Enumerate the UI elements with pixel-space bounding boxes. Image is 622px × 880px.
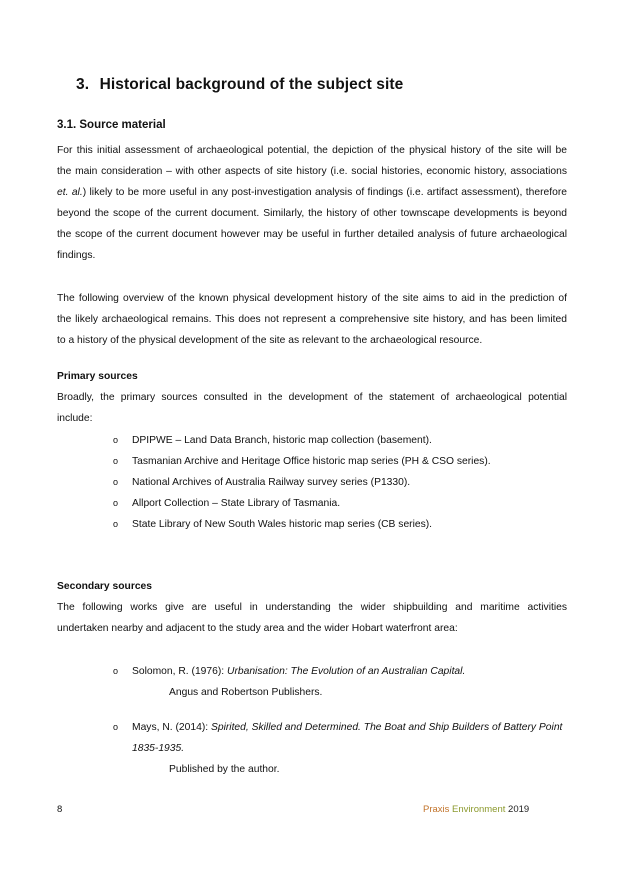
reference-item: [113, 717, 573, 780]
list-item-text: State Library of New South Wales historic map series (CB series).: [132, 519, 433, 530]
secondary-sources-heading: Secondary sources: [57, 581, 153, 592]
list-item: [113, 514, 573, 535]
paragraph-line: the likely archaeological remains. This does not represent a comprehensive site history, and has been limited: [57, 314, 567, 325]
paragraph-line: to a history of the physical development of the site as relevant to the archaeological resource.: [57, 335, 483, 346]
paragraph-line: The following works give are useful in understanding the wider shipbuilding and maritime activities: [57, 602, 567, 613]
paragraph-line: For this initial assessment of archaeological potential, the depiction of the physical history of the site will be: [57, 145, 567, 156]
paragraph-line: [57, 182, 567, 203]
bullet-icon: o: [113, 519, 119, 529]
list-item-text: DPIPWE – Land Data Branch, historic map collection (basement).: [132, 435, 432, 446]
paragraph-line: undertaken nearby and adjacent to the study area and the wider Hobart waterfront area:: [57, 623, 458, 634]
reference-title-cont: 1835-1935.: [132, 743, 185, 754]
primary-sources-intro: [57, 387, 567, 429]
bullet-icon: o: [113, 498, 119, 508]
reference-item: [113, 661, 573, 703]
bullet-icon: o: [113, 477, 119, 487]
paragraph-line: the main consideration – with other aspects of site history (i.e. social histories, economic history, associations: [57, 166, 567, 177]
paragraph-source-material: [57, 140, 567, 266]
list-item-text: National Archives of Australia Railway survey series (P1330).: [132, 477, 411, 488]
footer-year: 2019: [508, 804, 530, 815]
bullet-icon: o: [113, 722, 119, 732]
italic-text: et. al.: [57, 187, 83, 198]
list-item-text: Allport Collection – State Library of Tasmania.: [132, 498, 341, 509]
section-heading: [76, 76, 403, 94]
list-item: [113, 661, 573, 682]
primary-sources-heading: Primary sources: [57, 371, 138, 382]
primary-sources-list: [113, 430, 573, 535]
list-item-continuation: [113, 738, 573, 759]
paragraph-line: findings.: [57, 250, 96, 261]
reference-title: Spirited, Skilled and Determined. The Boat and Ship Builders of Battery Point: [210, 722, 563, 733]
reference-publisher: Published by the author.: [169, 764, 280, 775]
reference-author: Solomon, R. (1976):: [132, 666, 228, 677]
reference-title: Urbanisation: The Evolution of an Australian Capital.: [227, 666, 466, 677]
paragraph-line: include:: [57, 413, 93, 424]
list-item: [113, 717, 573, 738]
list-item: [113, 472, 573, 493]
brand-name-environment: Environment: [452, 804, 506, 815]
paragraph-text: ) likely to be more useful in any post-investigation analysis of findings (i.e. artifact assessment), therefore: [82, 187, 568, 198]
reference-publisher: Angus and Robertson Publishers.: [169, 687, 323, 698]
section-number: 3.: [76, 76, 90, 93]
list-item: [113, 451, 573, 472]
paragraph-line: beyond the scope of the current document. Similarly, the history of other townscape developments is beyond: [57, 208, 567, 219]
paragraph-line: Broadly, the primary sources consulted in the development of the statement of archaeological potential: [57, 392, 567, 403]
paragraph-line: the scope of the current document however may be useful in further detailed analysis of future archaeological: [57, 229, 567, 240]
list-item-text: Tasmanian Archive and Heritage Office historic map series (PH & CSO series).: [132, 456, 491, 467]
bullet-icon: o: [113, 666, 119, 676]
page-number: 8: [57, 804, 63, 815]
subsection-heading: 3.1. Source material: [57, 119, 166, 131]
bullet-icon: o: [113, 435, 119, 445]
bullet-icon: o: [113, 456, 119, 466]
list-item: [113, 493, 573, 514]
paragraph-line: The following overview of the known physical development history of the site aims to aid in the prediction of: [57, 293, 567, 304]
list-item: [113, 430, 573, 451]
brand-name-praxis: Praxis: [423, 804, 450, 815]
paragraph-overview: [57, 288, 567, 351]
reference-author: Mays, N. (2014):: [132, 722, 211, 733]
footer-brand: [423, 804, 529, 815]
secondary-sources-intro: [57, 597, 567, 639]
section-title: Historical background of the subject site: [99, 76, 404, 93]
